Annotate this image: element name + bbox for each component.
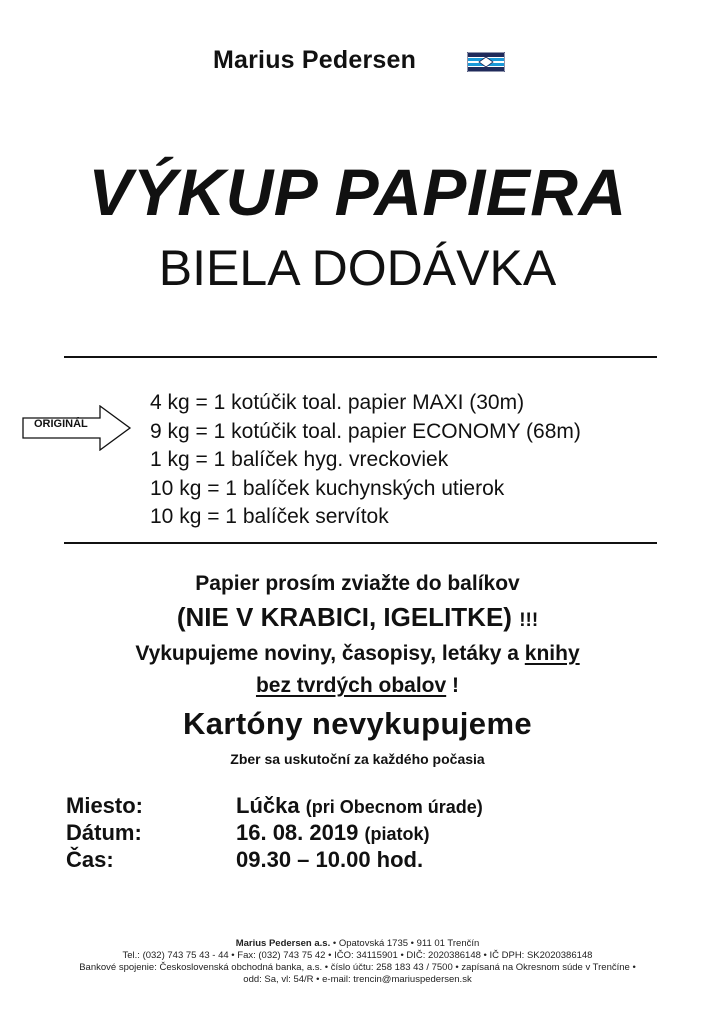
rate-item: 10 kg = 1 balíček kuchynských utierok: [150, 476, 505, 500]
place-label: Miesto:: [66, 793, 143, 818]
striped-flag-logo-icon: [467, 52, 505, 72]
page-title: VÝKUP PAPIERA: [88, 155, 627, 229]
place-name: Lúčka: [236, 793, 300, 818]
book-condition-exclaim: !: [452, 674, 460, 697]
date-text: 16. 08. 2019: [236, 820, 359, 845]
time-label: Čas:: [66, 847, 114, 872]
place-value: [236, 793, 483, 819]
rate-item: 4 kg = 1 kotúčik toal. papier MAXI (30m): [150, 391, 525, 414]
original-badge-label: ORIGINÁL: [34, 418, 88, 430]
footer-address: [0, 938, 715, 950]
company-name: Marius Pedersen: [213, 46, 417, 74]
date-weekday: (piatok): [364, 824, 430, 844]
top-divider: [64, 356, 657, 358]
rate-item: 1 kg = 1 balíček hyg. vreckoviek: [150, 448, 449, 471]
footer-company: Marius Pedersen a.s.: [235, 938, 331, 949]
footer-contacts: Tel.: (032) 743 75 43 - 44 • Fax: (032) 743 75 42 • IČO: 34115901 • DIČ: 2020386148 • IČ DPH: SK2020386148: [122, 950, 593, 961]
packaging-warning-text: (NIE V KRABICI, IGELITKE): [176, 602, 512, 632]
rates-list: [150, 389, 581, 532]
footer-email: odd: Sa, vl: 54/R • e-mail: trencin@mariuspedersen.sk: [243, 974, 472, 985]
page-subtitle: BIELA DODÁVKA: [158, 240, 557, 296]
accepted-items: [0, 642, 715, 666]
bottom-divider: [64, 542, 657, 544]
date-label: Dátum:: [66, 820, 142, 845]
rate-item: 10 kg = 1 balíček servítok: [150, 505, 389, 528]
footer: [0, 938, 715, 986]
place-note: (pri Obecnom úrade): [305, 797, 483, 817]
footer-address-text: • Opatovská 1735 • 911 01 Trenčín: [332, 938, 480, 949]
packaging-warning-exclaim: !!!: [519, 610, 539, 631]
date-value: [236, 820, 429, 846]
accepted-items-text: Vykupujeme noviny, časopisy, letáky a: [135, 642, 519, 665]
footer-bank: Bankové spojenie: Československá obchodná banka, a.s. • číslo účtu: 258 183 43 / 7500 • zapísaná na Okresnom súde v Trenčíne •: [79, 962, 636, 973]
packaging-warning: [0, 602, 715, 633]
rate-item: 9 kg = 1 kotúčik toal. papier ECONOMY (68m): [150, 419, 581, 443]
accepted-items-books: knihy: [524, 642, 580, 665]
time-value: 09.30 – 10.00 hod.: [236, 847, 424, 872]
book-condition: [0, 674, 715, 698]
book-condition-text: bez tvrdých obalov: [255, 674, 447, 697]
original-badge: [22, 405, 132, 451]
weather-notice: Zber sa uskutoční za každého počasia: [230, 751, 485, 767]
cartons-notice: Kartóny nevykupujeme: [182, 706, 533, 741]
bundle-instruction: Papier prosím zviažte do balíkov: [195, 572, 520, 595]
